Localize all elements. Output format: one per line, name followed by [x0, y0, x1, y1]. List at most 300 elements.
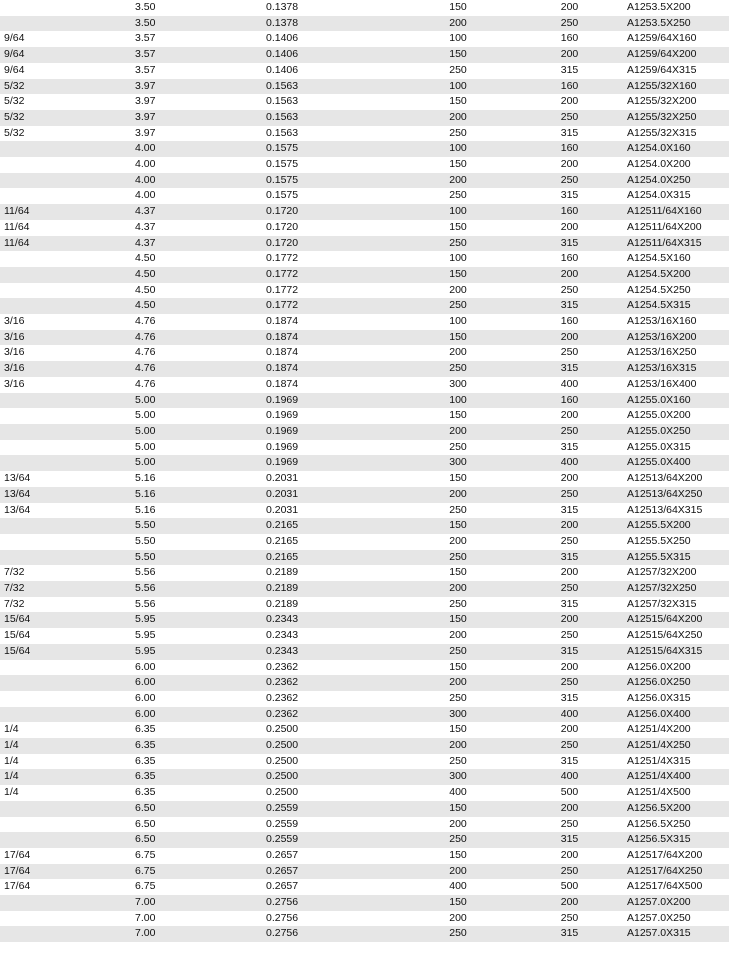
length-b-cell: 400: [560, 707, 579, 720]
metric-cell: 6.00: [135, 676, 156, 689]
part-number-cell: A12517/64X250: [627, 864, 703, 877]
table-row: [0, 832, 729, 848]
table-row: [0, 660, 729, 676]
metric-cell: 3.57: [135, 48, 156, 61]
part-number-cell: A1253.5X250: [627, 16, 691, 29]
decimal-cell: 0.2500: [266, 786, 299, 799]
length-b-cell: 160: [560, 142, 579, 155]
metric-cell: 4.37: [135, 220, 156, 233]
metric-cell: 4.76: [135, 362, 156, 375]
table-row: [0, 298, 729, 314]
part-number-cell: A12511/64X315: [627, 236, 702, 249]
length-b-cell: 200: [560, 95, 579, 108]
length-a-cell: 250: [449, 63, 467, 76]
decimal-cell: 0.1874: [266, 362, 299, 375]
part-number-cell: A1254.0X315: [627, 189, 691, 202]
length-b-cell: 315: [560, 597, 579, 610]
part-number-cell: A1257/32X315: [627, 597, 697, 610]
length-a-cell: 150: [449, 660, 467, 673]
length-b-cell: 315: [560, 833, 579, 846]
decimal-cell: 0.2756: [266, 911, 299, 924]
table-row: [0, 785, 729, 801]
table-row: [0, 345, 729, 361]
length-a-cell: 250: [449, 236, 467, 249]
fraction-cell: [0, 707, 131, 723]
part-number-cell: A12513/64X250: [627, 487, 703, 500]
fraction-cell: 13/64: [4, 487, 31, 500]
part-number-cell: A1254.5X200: [627, 267, 691, 280]
part-number-cell: A12513/64X315: [627, 503, 703, 516]
part-number-cell: A1255.0X400: [627, 456, 691, 469]
length-b-cell: 250: [560, 283, 579, 296]
metric-cell: 5.56: [135, 582, 156, 595]
part-number-cell: A1254.0X200: [627, 158, 691, 171]
decimal-cell: 0.2500: [266, 723, 299, 736]
table-row: [0, 707, 729, 723]
length-b-cell: 315: [560, 691, 579, 704]
table-row: [0, 628, 729, 644]
metric-cell: 6.50: [135, 801, 156, 814]
table-row: [0, 691, 729, 707]
decimal-cell: 0.2500: [266, 770, 299, 783]
table-row: [0, 31, 729, 47]
metric-cell: 4.37: [135, 236, 156, 249]
table-row: [0, 911, 729, 927]
metric-cell: 6.35: [135, 770, 156, 783]
part-number-cell: A1257.0X250: [627, 911, 691, 924]
length-a-cell: 150: [449, 267, 467, 280]
metric-cell: 4.76: [135, 330, 156, 343]
part-number-cell: A1259/64X315: [627, 63, 697, 76]
part-number-cell: A1255.0X160: [627, 393, 691, 406]
length-b-cell: 315: [560, 644, 579, 657]
decimal-cell: 0.2500: [266, 739, 299, 752]
part-number-cell: A1257/32X200: [627, 566, 697, 579]
length-b-cell: 315: [560, 126, 579, 139]
decimal-cell: 0.1720: [266, 220, 299, 233]
table-row: [0, 675, 729, 691]
length-a-cell: 250: [449, 644, 467, 657]
table-row: [0, 769, 729, 785]
length-b-cell: 200: [560, 158, 579, 171]
fraction-cell: 13/64: [4, 503, 31, 516]
decimal-cell: 0.2362: [266, 676, 299, 689]
fraction-cell: 7/32: [4, 582, 25, 595]
length-b-cell: 250: [560, 346, 579, 359]
metric-cell: 5.00: [135, 393, 156, 406]
length-a-cell: 150: [449, 472, 467, 485]
table-row: [0, 0, 729, 16]
metric-cell: 5.00: [135, 456, 156, 469]
length-b-cell: 315: [560, 927, 579, 940]
table-row: [0, 173, 729, 189]
length-b-cell: 315: [560, 503, 579, 516]
decimal-cell: 0.2657: [266, 864, 299, 877]
decimal-cell: 0.2189: [266, 582, 299, 595]
table-row: [0, 455, 729, 471]
part-number-cell: A1259/64X200: [627, 48, 697, 61]
decimal-cell: 0.1874: [266, 315, 299, 328]
length-a-cell: 150: [449, 409, 467, 422]
decimal-cell: 0.1575: [266, 142, 299, 155]
table-row: [0, 377, 729, 393]
metric-cell: 5.16: [135, 487, 156, 500]
decimal-cell: 0.2756: [266, 896, 299, 909]
table-row: [0, 722, 729, 738]
part-number-cell: A1256.5X315: [627, 833, 691, 846]
fraction-cell: 1/4: [4, 770, 19, 783]
metric-cell: 7.00: [135, 927, 156, 940]
metric-cell: 6.00: [135, 707, 156, 720]
length-b-cell: 200: [560, 519, 579, 532]
metric-cell: 5.95: [135, 629, 156, 642]
length-b-cell: 250: [560, 16, 579, 29]
length-a-cell: 150: [449, 566, 467, 579]
metric-cell: 3.50: [135, 16, 156, 29]
length-a-cell: 200: [449, 911, 467, 924]
part-number-cell: A1251/4X250: [627, 739, 691, 752]
table-row: [0, 801, 729, 817]
length-a-cell: 250: [449, 503, 467, 516]
table-row: [0, 361, 729, 377]
part-number-cell: A1257.0X315: [627, 927, 691, 940]
fraction-cell: [0, 895, 131, 911]
fraction-cell: 3/16: [4, 346, 25, 359]
part-number-cell: A1255/32X160: [627, 79, 697, 92]
length-a-cell: 200: [449, 739, 467, 752]
length-a-cell: 300: [449, 770, 467, 783]
length-b-cell: 250: [560, 534, 579, 547]
part-number-cell: A1253/16X250: [627, 346, 697, 359]
length-b-cell: 160: [560, 252, 579, 265]
table-row: [0, 754, 729, 770]
table-row: [0, 236, 729, 252]
length-a-cell: 250: [449, 440, 467, 453]
decimal-cell: 0.1969: [266, 409, 299, 422]
fraction-cell: [0, 16, 131, 32]
fraction-cell: 15/64: [4, 644, 31, 657]
fraction-cell: [0, 911, 131, 927]
fraction-cell: 17/64: [4, 848, 31, 861]
fraction-cell: 5/32: [4, 95, 25, 108]
length-b-cell: 315: [560, 754, 579, 767]
metric-cell: 5.50: [135, 519, 156, 532]
metric-cell: 4.00: [135, 189, 156, 202]
length-b-cell: 200: [560, 1, 579, 13]
length-b-cell: 400: [560, 456, 579, 469]
table-row: [0, 251, 729, 267]
length-b-cell: 250: [560, 110, 579, 123]
decimal-cell: 0.2559: [266, 801, 299, 814]
length-a-cell: 150: [449, 1, 467, 13]
decimal-cell: 0.1406: [266, 48, 299, 61]
length-a-cell: 200: [449, 173, 467, 186]
length-a-cell: 200: [449, 582, 467, 595]
fraction-cell: [0, 251, 131, 267]
length-b-cell: 200: [560, 330, 579, 343]
metric-cell: 5.56: [135, 566, 156, 579]
length-a-cell: 100: [449, 252, 467, 265]
metric-cell: 6.00: [135, 660, 156, 673]
table-row: [0, 534, 729, 550]
length-b-cell: 250: [560, 739, 579, 752]
length-a-cell: 150: [449, 896, 467, 909]
fraction-cell: [0, 424, 131, 440]
decimal-cell: 0.1969: [266, 456, 299, 469]
decimal-cell: 0.1378: [266, 16, 299, 29]
decimal-cell: 0.1772: [266, 283, 299, 296]
decimal-cell: 0.2031: [266, 487, 299, 500]
fraction-cell: 7/32: [4, 597, 25, 610]
part-number-cell: A1251/4X400: [627, 770, 691, 783]
length-b-cell: 200: [560, 896, 579, 909]
part-number-cell: A1256.5X200: [627, 801, 691, 814]
fraction-cell: [0, 660, 131, 676]
length-a-cell: 200: [449, 629, 467, 642]
table-row: [0, 267, 729, 283]
table-row: [0, 926, 729, 942]
metric-cell: 6.50: [135, 817, 156, 830]
part-number-cell: A12511/64X200: [627, 220, 702, 233]
metric-cell: 6.35: [135, 723, 156, 736]
length-a-cell: 150: [449, 220, 467, 233]
metric-cell: 5.95: [135, 613, 156, 626]
table-row: [0, 330, 729, 346]
decimal-cell: 0.1969: [266, 393, 299, 406]
fraction-cell: [0, 393, 131, 409]
metric-cell: 6.75: [135, 880, 156, 893]
length-a-cell: 100: [449, 79, 467, 92]
fraction-cell: 17/64: [4, 864, 31, 877]
metric-cell: 3.97: [135, 95, 156, 108]
length-b-cell: 200: [560, 848, 579, 861]
length-b-cell: 500: [560, 786, 579, 799]
table-row: [0, 16, 729, 32]
table-row: [0, 518, 729, 534]
table-row: [0, 393, 729, 409]
decimal-cell: 0.1772: [266, 299, 299, 312]
table-row: [0, 471, 729, 487]
fraction-cell: [0, 817, 131, 833]
table-row: [0, 220, 729, 236]
length-a-cell: 200: [449, 817, 467, 830]
length-b-cell: 250: [560, 424, 579, 437]
length-a-cell: 400: [449, 786, 467, 799]
metric-cell: 6.75: [135, 864, 156, 877]
metric-cell: 5.00: [135, 440, 156, 453]
table-row: [0, 63, 729, 79]
table-row: [0, 424, 729, 440]
fraction-cell: [0, 691, 131, 707]
metric-cell: 3.97: [135, 79, 156, 92]
length-a-cell: 250: [449, 833, 467, 846]
length-a-cell: 150: [449, 801, 467, 814]
metric-cell: 4.50: [135, 267, 156, 280]
decimal-cell: 0.2559: [266, 833, 299, 846]
metric-cell: 5.56: [135, 597, 156, 610]
fraction-cell: 1/4: [4, 723, 19, 736]
decimal-cell: 0.2189: [266, 597, 299, 610]
decimal-cell: 0.2362: [266, 691, 299, 704]
fraction-cell: 15/64: [4, 613, 31, 626]
length-a-cell: 200: [449, 424, 467, 437]
table-row: [0, 879, 729, 895]
metric-cell: 6.35: [135, 754, 156, 767]
part-number-cell: A1256.0X400: [627, 707, 691, 720]
decimal-cell: 0.2362: [266, 707, 299, 720]
table-row: [0, 817, 729, 833]
table-row: [0, 141, 729, 157]
fraction-cell: [0, 801, 131, 817]
length-a-cell: 250: [449, 550, 467, 563]
part-number-cell: A1253/16X200: [627, 330, 697, 343]
decimal-cell: 0.2165: [266, 519, 299, 532]
length-b-cell: 315: [560, 236, 579, 249]
fraction-cell: [0, 298, 131, 314]
fraction-cell: [0, 926, 131, 942]
table-row: [0, 612, 729, 628]
length-a-cell: 250: [449, 126, 467, 139]
length-b-cell: 200: [560, 566, 579, 579]
length-a-cell: 250: [449, 927, 467, 940]
table-row: [0, 597, 729, 613]
length-b-cell: 160: [560, 393, 579, 406]
metric-cell: 5.16: [135, 503, 156, 516]
length-a-cell: 200: [449, 487, 467, 500]
part-number-cell: A1254.0X250: [627, 173, 691, 186]
length-b-cell: 160: [560, 79, 579, 92]
length-a-cell: 200: [449, 283, 467, 296]
part-number-cell: A12511/64X160: [627, 205, 702, 218]
metric-cell: 4.76: [135, 377, 156, 390]
length-a-cell: 200: [449, 534, 467, 547]
fraction-cell: [0, 157, 131, 173]
metric-cell: 5.95: [135, 644, 156, 657]
part-number-cell: A1255/32X315: [627, 126, 697, 139]
decimal-cell: 0.1378: [266, 1, 299, 13]
fraction-cell: 3/16: [4, 377, 25, 390]
table-row: [0, 565, 729, 581]
length-b-cell: 250: [560, 817, 579, 830]
decimal-cell: 0.1575: [266, 158, 299, 171]
length-a-cell: 200: [449, 676, 467, 689]
length-b-cell: 315: [560, 63, 579, 76]
part-number-cell: A1254.5X250: [627, 283, 691, 296]
length-a-cell: 400: [449, 880, 467, 893]
metric-cell: 4.50: [135, 299, 156, 312]
decimal-cell: 0.1563: [266, 95, 299, 108]
part-number-cell: A1255.5X315: [627, 550, 691, 563]
length-a-cell: 100: [449, 315, 467, 328]
decimal-cell: 0.1575: [266, 173, 299, 186]
part-number-cell: A1251/4X315: [627, 754, 691, 767]
part-number-cell: A1256.0X250: [627, 676, 691, 689]
decimal-cell: 0.1874: [266, 377, 299, 390]
length-a-cell: 300: [449, 377, 467, 390]
decimal-cell: 0.1720: [266, 205, 299, 218]
length-b-cell: 250: [560, 582, 579, 595]
metric-cell: 6.35: [135, 786, 156, 799]
table-row: [0, 440, 729, 456]
decimal-cell: 0.1969: [266, 424, 299, 437]
length-b-cell: 160: [560, 32, 579, 45]
length-a-cell: 200: [449, 110, 467, 123]
length-b-cell: 250: [560, 864, 579, 877]
length-a-cell: 150: [449, 613, 467, 626]
table-row: [0, 47, 729, 63]
table-row: [0, 864, 729, 880]
decimal-cell: 0.2559: [266, 817, 299, 830]
length-a-cell: 200: [449, 16, 467, 29]
decimal-cell: 0.1874: [266, 330, 299, 343]
decimal-cell: 0.2657: [266, 848, 299, 861]
metric-cell: 7.00: [135, 896, 156, 909]
table-row: [0, 644, 729, 660]
length-a-cell: 250: [449, 754, 467, 767]
table-row: [0, 126, 729, 142]
metric-cell: 3.50: [135, 1, 156, 13]
table-row: [0, 79, 729, 95]
fraction-cell: 1/4: [4, 786, 19, 799]
fraction-cell: [0, 283, 131, 299]
metric-cell: 4.00: [135, 158, 156, 171]
fraction-cell: [0, 550, 131, 566]
length-a-cell: 150: [449, 158, 467, 171]
length-b-cell: 160: [560, 205, 579, 218]
table-row: [0, 204, 729, 220]
part-number-cell: A1255.0X200: [627, 409, 691, 422]
length-b-cell: 200: [560, 48, 579, 61]
part-number-cell: A12515/64X250: [627, 629, 703, 642]
metric-cell: 5.00: [135, 409, 156, 422]
part-number-cell: A1255.0X315: [627, 440, 691, 453]
fraction-cell: 9/64: [4, 48, 25, 61]
fraction-cell: 1/4: [4, 739, 19, 752]
decimal-cell: 0.2165: [266, 534, 299, 547]
length-b-cell: 200: [560, 472, 579, 485]
part-number-cell: A12517/64X200: [627, 848, 703, 861]
fraction-cell: 13/64: [4, 472, 31, 485]
table-row: [0, 188, 729, 204]
table-row: [0, 110, 729, 126]
decimal-cell: 0.2165: [266, 550, 299, 563]
part-number-cell: A12517/64X500: [627, 880, 703, 893]
decimal-cell: 0.2031: [266, 472, 299, 485]
length-a-cell: 250: [449, 597, 467, 610]
fraction-cell: [0, 408, 131, 424]
fraction-cell: 1/4: [4, 754, 19, 767]
length-a-cell: 150: [449, 848, 467, 861]
decimal-cell: 0.2343: [266, 644, 299, 657]
length-b-cell: 200: [560, 660, 579, 673]
decimal-cell: 0.1575: [266, 189, 299, 202]
decimal-cell: 0.2031: [266, 503, 299, 516]
decimal-cell: 0.2362: [266, 660, 299, 673]
metric-cell: 4.00: [135, 173, 156, 186]
metric-cell: 4.00: [135, 142, 156, 155]
length-b-cell: 315: [560, 362, 579, 375]
part-number-cell: A1251/4X500: [627, 786, 691, 799]
fraction-cell: 11/64: [4, 220, 30, 233]
length-b-cell: 200: [560, 801, 579, 814]
table-row: [0, 895, 729, 911]
fraction-cell: [0, 832, 131, 848]
table-row: [0, 314, 729, 330]
fraction-cell: [0, 518, 131, 534]
length-a-cell: 150: [449, 723, 467, 736]
part-number-cell: A1253.5X200: [627, 1, 691, 13]
length-a-cell: 300: [449, 707, 467, 720]
